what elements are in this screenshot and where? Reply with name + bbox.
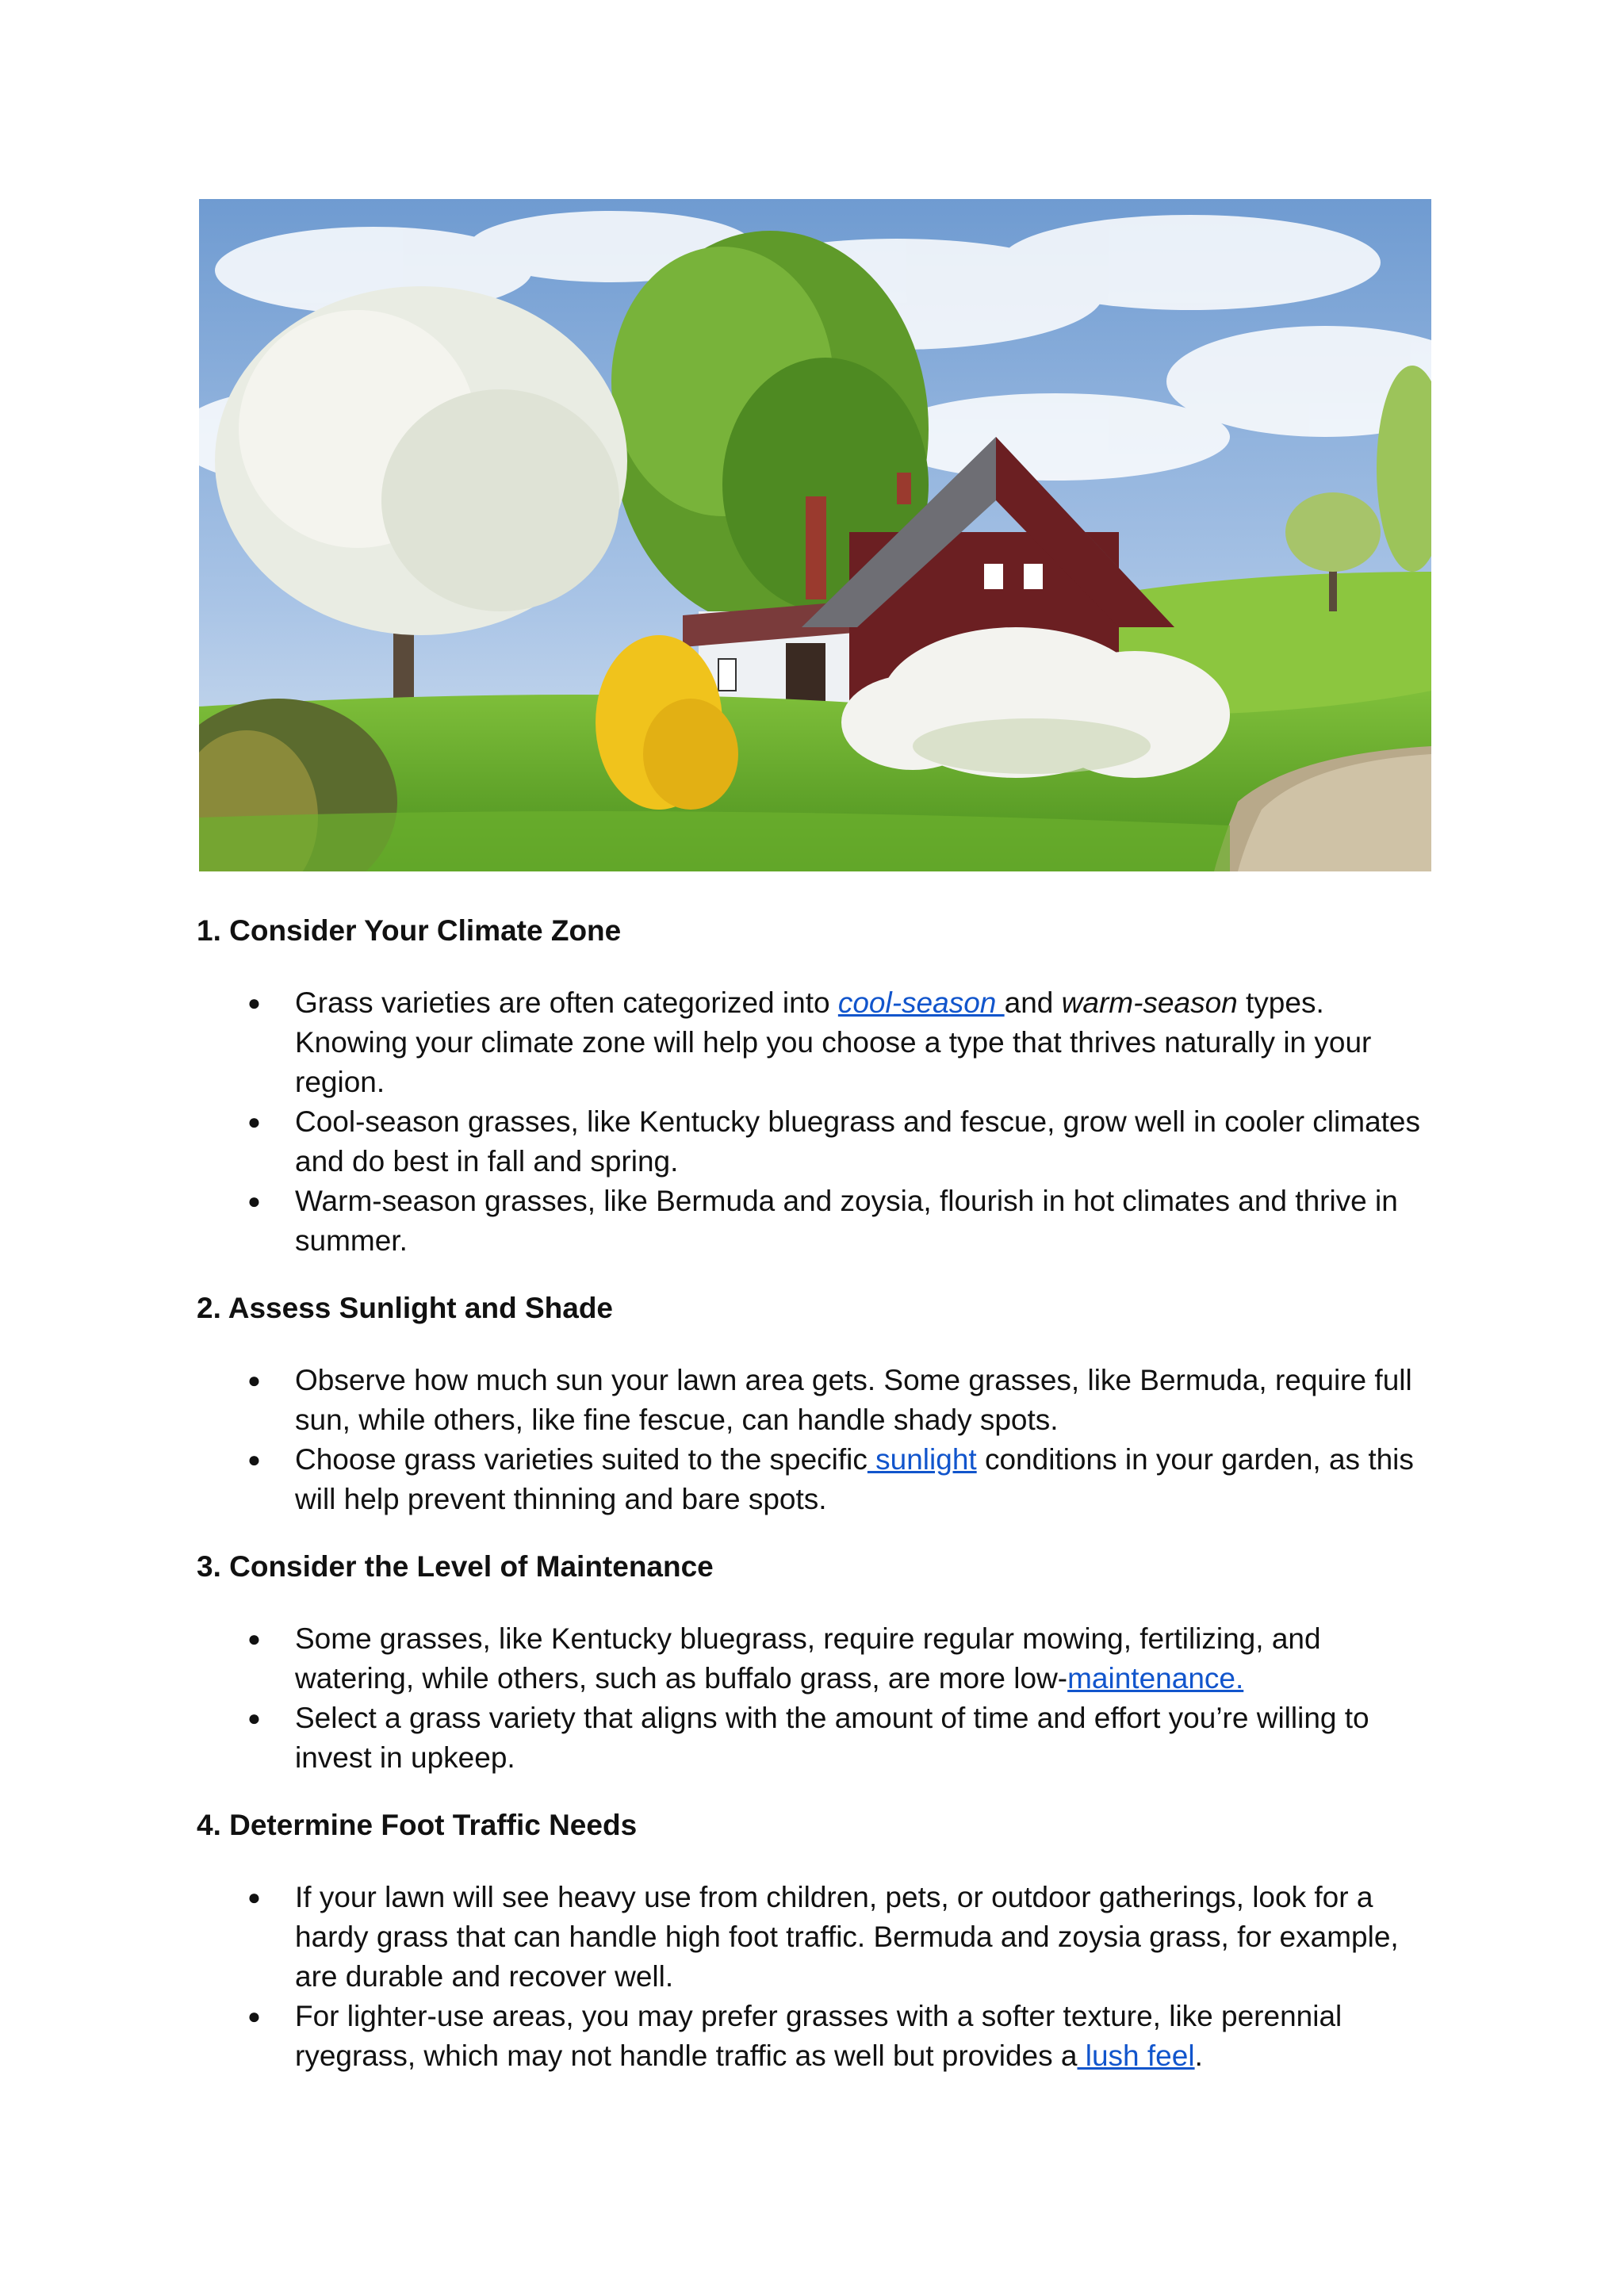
body-text: Some grasses, like Kentucky bluegrass, require regular mowing, fertilizing, and watering, while others, such as buffalo grass, are more low- [295,1622,1321,1695]
bullet-icon: ● [247,2004,261,2028]
hero-image [199,199,1431,871]
bullet-icon: ● [247,1706,261,1730]
body-text: types. Knowing your climate zone will help you choose a type that thrives naturally in your region. [295,986,1372,1098]
body-text: . [1194,2039,1203,2072]
emphasized-text: warm-season [1061,986,1238,1019]
article-section [197,1289,1434,1519]
list-item [197,1440,1434,1519]
article-section [197,1548,1434,1778]
bullet-list [197,1361,1434,1519]
list-item [197,1997,1434,2076]
list-item [197,1878,1434,1997]
body-text: Choose grass varieties suited to the specific [295,1443,868,1476]
section-heading: 1. Consider Your Climate Zone [197,914,622,947]
bullet-list [197,983,1434,1261]
bullet-icon: ● [247,1447,261,1472]
body-text: Warm-season grasses, like Bermuda and zoysia, flourish in hot climates and thrive in summer. [295,1185,1398,1257]
list-item [197,983,1434,1102]
body-text: Select a grass variety that aligns with the amount of time and effort you’re willing to invest in upkeep. [295,1702,1369,1774]
article-body [197,912,1434,2104]
body-text: conditions in your garden, as this will help prevent thinning and bare spots. [295,1443,1414,1515]
list-item [197,1181,1434,1261]
body-text: Observe how much sun your lawn area gets. Some grasses, like Bermuda, require full sun, while others, like fine fescue, can handle shady spots. [295,1364,1412,1436]
section-heading: 2. Assess Sunlight and Shade [197,1292,613,1324]
bullet-icon: ● [247,1626,261,1651]
section-heading: 3. Consider the Level of Maintenance [197,1550,714,1583]
section-heading: 4. Determine Foot Traffic Needs [197,1809,638,1841]
article-section [197,1806,1434,2076]
body-text: If your lawn will see heavy use from children, pets, or outdoor gatherings, look for a hardy grass that can handle high foot traffic. Bermuda and zoysia grass, for example, are durable and recover well. [295,1881,1399,1993]
bullet-icon: ● [247,990,261,1015]
list-item [197,1102,1434,1181]
bullet-icon: ● [247,1109,261,1134]
body-text: Grass varieties are often categorized into [295,986,838,1019]
list-item [197,1619,1434,1698]
inline-link[interactable]: maintenance. [1067,1662,1244,1695]
article-section [197,912,1434,1261]
bullet-icon: ● [247,1885,261,1909]
body-text: and [1004,986,1062,1019]
bullet-list [197,1878,1434,2076]
bullet-icon: ● [247,1368,261,1392]
list-item [197,1698,1434,1778]
inline-link[interactable]: sunlight [867,1443,977,1476]
inline-link[interactable]: cool-season [837,986,1005,1019]
bullet-list [197,1619,1434,1778]
body-text: Cool-season grasses, like Kentucky bluegrass and fescue, grow well in cooler climates and do best in fall and spring. [295,1105,1421,1178]
bullet-icon: ● [247,1189,261,1213]
list-item [197,1361,1434,1440]
body-text: For lighter-use areas, you may prefer grasses with a softer texture, like perennial ryegrass, which may not handle traffic as well but provides a [295,2000,1342,2072]
inline-link[interactable]: lush feel [1077,2039,1195,2072]
house-landscape-illustration [199,199,1431,871]
